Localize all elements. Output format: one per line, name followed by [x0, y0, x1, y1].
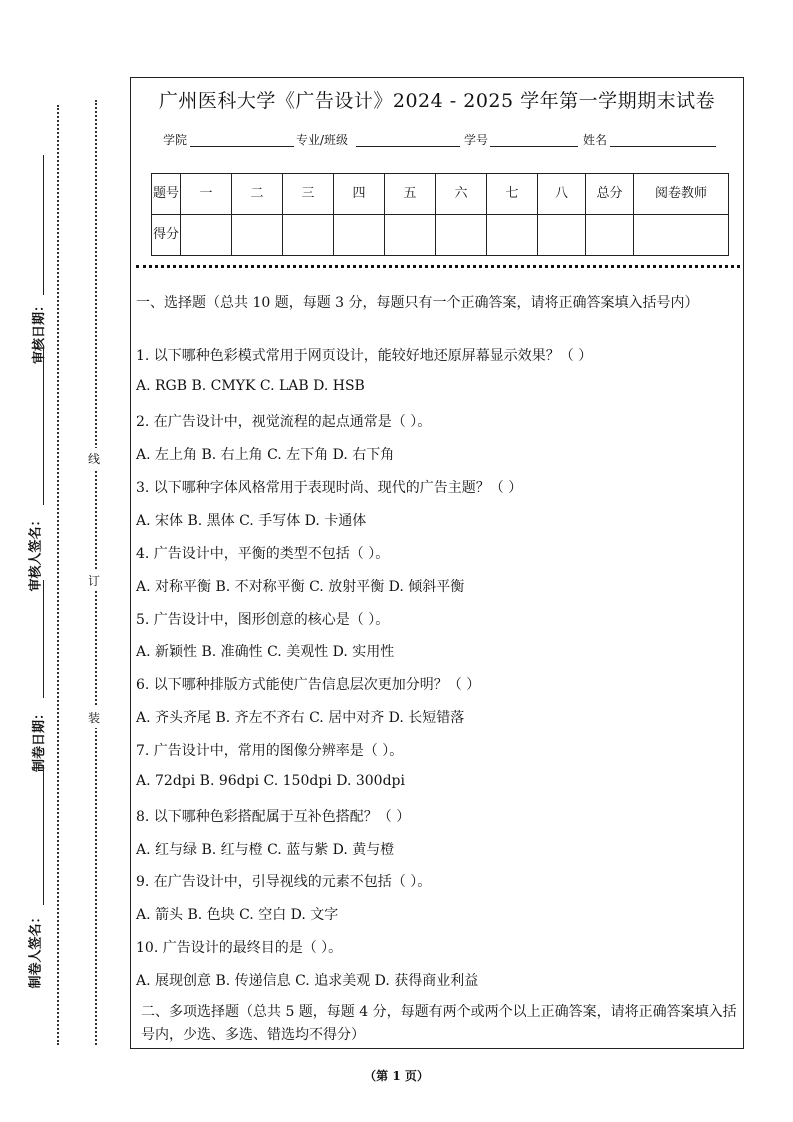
question-2-options: A. 左上角 B. 右上角 C. 左下角 D. 右下角	[136, 447, 395, 463]
question-7-options: A. 72dpi B. 96dpi C. 150dpi D. 300dpi	[136, 773, 405, 789]
score-table-score-row	[152, 215, 729, 256]
col-header-total: 总分	[586, 174, 634, 215]
question-6-stem: 6. 以下哪种排版方式能使广告信息层次更加分明？（ ）	[136, 677, 481, 693]
col-header-4: 四	[334, 174, 385, 215]
section1-heading: 一、选择题（总共 10 题，每题 3 分，每题只有一个正确答案，请将正确答案填入括号内）	[136, 295, 699, 311]
col-header-grader: 阅卷教师	[634, 174, 729, 215]
question-9-stem: 9. 在广告设计中，引导视线的元素不包括（ ）。	[136, 874, 432, 890]
dotted-separator	[136, 265, 740, 268]
score-cell-grader[interactable]	[634, 215, 729, 256]
binding-mark-bind: 订	[88, 570, 100, 591]
page-number: （第 1 页）	[364, 1069, 429, 1083]
question-10-stem: 10. 广告设计的最终目的是（ ）。	[136, 940, 343, 956]
col-header-2: 二	[232, 174, 283, 215]
col-header-8: 八	[538, 174, 586, 215]
name-label: 姓名	[583, 133, 608, 147]
college-field[interactable]	[190, 146, 294, 147]
exam-title: 广州医科大学《广告设计》2024 - 2025 学年第一学期期末试卷	[158, 90, 716, 112]
question-9-options: A. 箭头 B. 色块 C. 空白 D. 文字	[136, 907, 339, 923]
reviewer-date-label: 审核日期：	[32, 298, 48, 365]
reviewer-sign-line	[43, 345, 44, 505]
binding-mark-fold: 装	[88, 707, 100, 728]
student-id-field[interactable]	[490, 146, 578, 147]
question-2-stem: 2. 在广告设计中，视觉流程的起点通常是（ ）。	[136, 414, 432, 430]
maker-sign-line	[43, 765, 44, 905]
maker-sign-label: 制卷人签名：	[28, 910, 44, 989]
score-cell[interactable]	[181, 215, 232, 256]
question-5-options: A. 新颖性 B. 准确性 C. 美观性 D. 实用性	[136, 644, 395, 660]
col-header-5: 五	[385, 174, 436, 215]
question-4-options: A. 对称平衡 B. 不对称平衡 C. 放射平衡 D. 倾斜平衡	[136, 579, 465, 595]
score-cell[interactable]	[232, 215, 283, 256]
name-field[interactable]	[610, 146, 716, 147]
score-cell[interactable]	[538, 215, 586, 256]
score-cell[interactable]	[283, 215, 334, 256]
col-header-3: 三	[283, 174, 334, 215]
score-cell[interactable]	[385, 215, 436, 256]
col-header-6: 六	[436, 174, 487, 215]
binding-mark-line: 线	[88, 448, 100, 469]
score-cell[interactable]	[436, 215, 487, 256]
question-8-stem: 8. 以下哪种色彩搭配属于互补色搭配？（ ）	[136, 809, 411, 825]
score-cell[interactable]	[334, 215, 385, 256]
col-header-7: 七	[487, 174, 538, 215]
score-cell-total[interactable]	[586, 215, 634, 256]
question-1-stem: 1. 以下哪种色彩模式常用于网页设计，能较好地还原屏幕显示效果？（ ）	[136, 348, 593, 364]
question-3-stem: 3. 以下哪种字体风格常用于表现时尚、现代的广告主题？（ ）	[136, 480, 523, 496]
question-4-stem: 4. 广告设计中，平衡的类型不包括（ ）。	[136, 546, 390, 562]
question-5-stem: 5. 广告设计中，图形创意的核心是（ ）。	[136, 612, 390, 628]
major-label: 专业/班级	[296, 133, 349, 147]
row-label-score: 得分	[152, 215, 181, 256]
row-label-question-number: 题号	[152, 174, 181, 215]
question-3-options: A. 宋体 B. 黑体 C. 手写体 D. 卡通体	[136, 513, 367, 529]
score-table	[151, 173, 729, 256]
left-dotted-line	[57, 105, 59, 1045]
question-1-options: A. RGB B. CMYK C. LAB D. HSB	[136, 378, 365, 394]
question-8-options: A. 红与绿 B. 红与橙 C. 蓝与紫 D. 黄与橙	[136, 842, 395, 858]
major-field[interactable]	[356, 146, 460, 147]
maker-date-line	[43, 580, 44, 698]
reviewer-sign-label: 审核人签名：	[28, 513, 44, 592]
maker-date-label: 制卷日期：	[32, 706, 48, 773]
question-10-options: A. 展现创意 B. 传递信息 C. 追求美观 D. 获得商业利益	[136, 973, 479, 989]
score-cell[interactable]	[487, 215, 538, 256]
college-label: 学院	[163, 133, 188, 147]
col-header-1: 一	[181, 174, 232, 215]
question-6-options: A. 齐头齐尾 B. 齐左不齐右 C. 居中对齐 D. 长短错落	[136, 710, 465, 726]
student-id-label: 学号	[464, 133, 489, 147]
reviewer-date-line	[43, 155, 44, 295]
question-7-stem: 7. 广告设计中，常用的图像分辨率是（ ）。	[136, 743, 404, 759]
score-table-header-row	[152, 174, 729, 215]
section2-heading: 二、多项选择题（总共 5 题，每题 4 分，每题有两个或两个以上正确答案，请将正确答案填入括号内，少选、多选、错选均不得分）	[141, 1004, 737, 1043]
